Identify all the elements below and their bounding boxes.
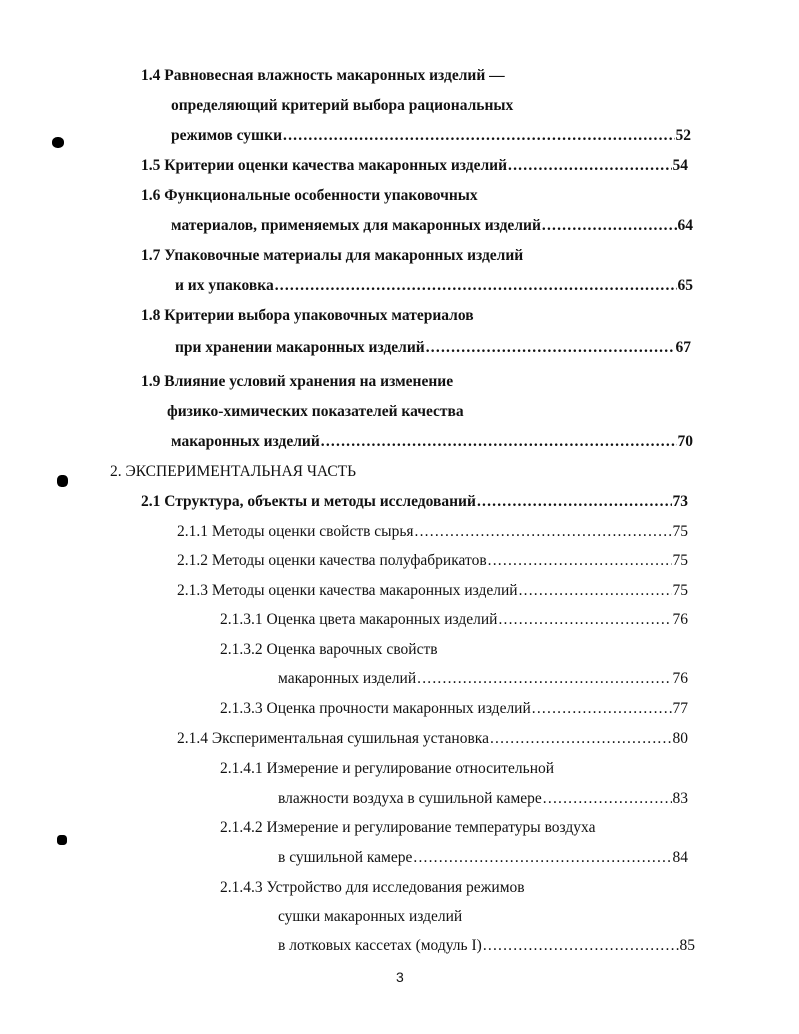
toc-page-number: 76 <box>672 611 688 628</box>
toc-entry-2-1-4-2[interactable] <box>220 818 595 838</box>
toc-entry-2-1-3[interactable] <box>177 581 688 601</box>
dot-leader <box>532 699 672 719</box>
toc-entry-2-1-3-1[interactable] <box>220 610 688 630</box>
toc-entry-2-1[interactable] <box>141 492 688 512</box>
dot-leader <box>483 936 679 956</box>
binder-hole-mark <box>57 475 68 487</box>
toc-entry-title: в сушильной камере <box>278 849 413 866</box>
toc-page-number: 52 <box>675 127 691 144</box>
toc-entry-1-6[interactable] <box>141 186 478 206</box>
toc-entry-1-8-cont <box>175 338 691 358</box>
toc-entry-title: физико-химических показателей качества <box>167 403 464 420</box>
toc-page-number: 65 <box>677 277 693 294</box>
toc-entry-title: 1.4 Равновесная влажность макаронных изделий — <box>141 67 505 84</box>
dot-leader <box>426 338 675 358</box>
toc-entry-title: 2. ЭКСПЕРИМЕНТАЛЬНАЯ ЧАСТЬ <box>110 463 357 480</box>
toc-page-number: 67 <box>675 339 691 356</box>
dot-leader <box>543 789 672 809</box>
toc-entry-1-5[interactable] <box>141 156 688 176</box>
toc-entry-title: 2.1.4.3 Устройство для исследования режимов <box>220 879 525 896</box>
toc-entry-title: макаронных изделий <box>171 433 320 450</box>
dot-leader <box>321 432 677 452</box>
toc-entry-title: 2.1.3.2 Оценка варочных свойств <box>220 641 438 658</box>
toc-entry-title: 1.6 Функциональные особенности упаковочных <box>141 187 478 204</box>
toc-entry-title: сушки макаронных изделий <box>278 908 463 925</box>
toc-entry-title: материалов, применяемых для макаронных изделий <box>171 217 541 234</box>
toc-entry-title: 2.1.3 Методы оценки качества макаронных изделий <box>177 582 518 599</box>
toc-chapter-2-title[interactable] <box>110 462 356 482</box>
toc-entry-title: 1.5 Критерии оценки качества макаронных изделий <box>141 157 508 174</box>
toc-entry-title: 2.1.4.1 Измерение и регулирование относительной <box>220 760 555 777</box>
toc-entry-1-9-cont <box>167 402 464 422</box>
toc-page-number: 54 <box>672 157 688 174</box>
toc-page-number: 85 <box>679 937 695 954</box>
toc-entry-title: 2.1.4 Экспериментальная сушильная установка <box>177 730 489 747</box>
toc-entry-2-1-3-2[interactable] <box>220 640 438 660</box>
toc-entry-1-7[interactable] <box>141 246 523 266</box>
toc-page-number: 64 <box>677 217 693 234</box>
toc-entry-title: 1.8 Критерии выбора упаковочных материалов <box>141 307 474 324</box>
toc-entry-1-8[interactable] <box>141 306 474 326</box>
binder-hole-mark <box>52 137 64 148</box>
dot-leader <box>490 729 672 749</box>
toc-page-number: 73 <box>672 493 688 510</box>
toc-entry-title: при хранении макаронных изделий <box>175 339 425 356</box>
toc-entry-title: 1.9 Влияние условий хранения на изменение <box>141 373 454 390</box>
toc-entry-2-1-1[interactable] <box>177 522 688 542</box>
toc-entry-2-1-4-2-cont <box>278 848 688 868</box>
dot-leader <box>275 276 677 296</box>
toc-entry-2-1-4-1[interactable] <box>220 759 554 779</box>
toc-entry-2-1-4[interactable] <box>177 729 688 749</box>
dot-leader <box>498 610 671 630</box>
toc-entry-title: 2.1.3.3 Оценка прочности макаронных изделий <box>220 700 531 717</box>
dot-leader <box>415 522 672 542</box>
toc-entry-title: 2.1 Структура, объекты и методы исследований <box>141 493 476 510</box>
toc-entry-2-1-3-3[interactable] <box>220 699 688 719</box>
toc-entry-2-1-4-3[interactable] <box>220 878 525 898</box>
toc-entry-2-1-4-3-cont <box>278 936 695 956</box>
toc-entry-title: в лотковых кассетах (модуль I) <box>278 937 482 954</box>
toc-entry-title: 1.7 Упаковочные материалы для макаронных изделий <box>141 247 524 264</box>
toc-entry-title: 2.1.4.2 Измерение и регулирование температуры воздуха <box>220 819 596 836</box>
toc-entry-1-6-cont <box>171 216 693 236</box>
toc-entry-2-1-2[interactable] <box>177 551 688 571</box>
toc-entry-1-4-cont <box>171 96 513 116</box>
toc-entry-title: 2.1.2 Методы оценки качества полуфабрикатов <box>177 552 487 569</box>
toc-entry-title: режимов сушки <box>171 127 283 144</box>
toc-page-number: 84 <box>672 849 688 866</box>
toc-entry-title: 2.1.1 Методы оценки свойств сырья <box>177 523 414 540</box>
toc-entry-1-4-cont <box>171 126 691 146</box>
toc-page-number: 80 <box>672 730 688 747</box>
toc-page-number: 76 <box>672 670 688 687</box>
toc-entry-2-1-4-3-cont <box>278 907 462 927</box>
page-number: 3 <box>396 969 404 985</box>
dot-leader <box>488 551 672 571</box>
toc-entry-title: определяющий критерий выбора рациональных <box>171 97 514 114</box>
dot-leader <box>417 669 671 689</box>
toc-entry-1-4[interactable] <box>141 66 505 86</box>
toc-page-number: 70 <box>677 433 693 450</box>
toc-entry-1-9-cont <box>171 432 693 452</box>
dot-leader <box>283 126 674 146</box>
dot-leader <box>542 216 677 236</box>
toc-entry-2-1-3-2-cont <box>278 669 688 689</box>
toc-entry-2-1-4-1-cont <box>278 789 688 809</box>
binder-hole-mark <box>57 835 67 845</box>
dot-leader <box>508 156 671 176</box>
toc-page-number: 75 <box>672 552 688 569</box>
toc-entry-1-7-cont <box>175 276 693 296</box>
toc-entry-title: 2.1.3.1 Оценка цвета макаронных изделий <box>220 611 498 628</box>
toc-entry-1-9[interactable] <box>141 372 453 392</box>
toc-page-number: 83 <box>672 790 688 807</box>
toc-entry-title: влажности воздуха в сушильной камере <box>278 790 542 807</box>
dot-leader <box>519 581 672 601</box>
toc-entry-title: макаронных изделий <box>278 670 417 687</box>
dot-leader <box>477 492 672 512</box>
toc-page-number: 75 <box>672 523 688 540</box>
toc-page-number: 75 <box>672 582 688 599</box>
toc-entry-title: и их упаковка <box>175 277 274 294</box>
toc-page-number: 77 <box>672 700 688 717</box>
dot-leader <box>413 848 671 868</box>
